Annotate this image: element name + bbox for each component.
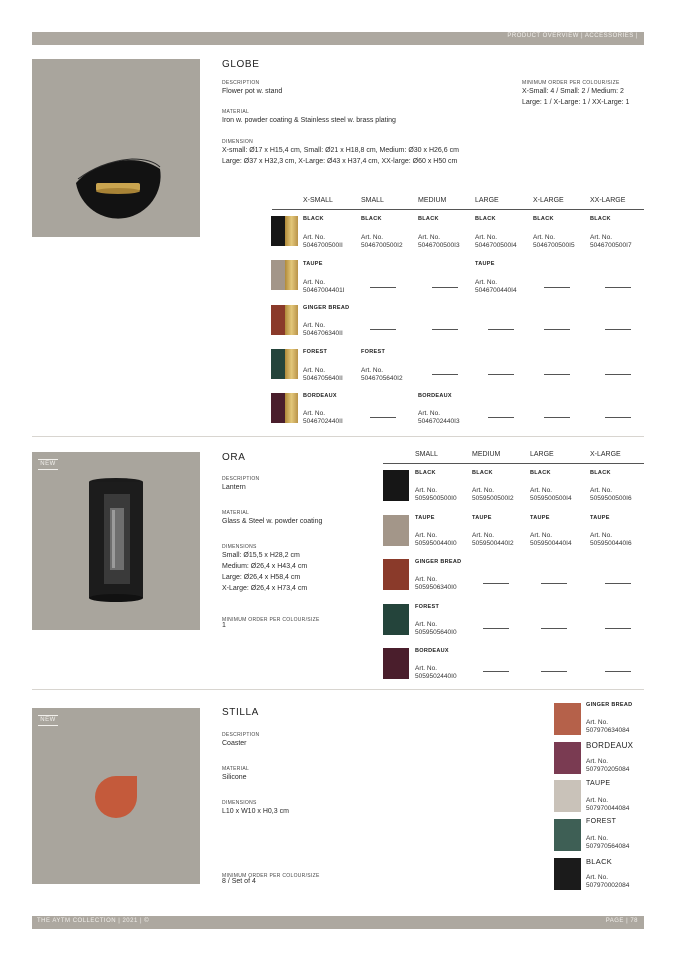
- globe-col-small: SMALL: [361, 197, 384, 204]
- globe-cell-name: BLACK: [590, 216, 611, 222]
- ora-cell-name: TAUPE: [590, 515, 610, 521]
- stilla-variant-art: Art. No. 507970044084: [586, 797, 630, 812]
- globe-cell-name: TAUPE: [303, 261, 323, 267]
- section-divider: [32, 436, 644, 437]
- breadcrumb: PRODUCT OVERVIEW | ACCESSORIES |: [507, 33, 638, 39]
- globe-material: Iron w. powder coating & Stainless steel w. brass plating: [222, 117, 396, 124]
- ora-cell-art: Art. No. 5059500440I4: [530, 532, 572, 547]
- page-number: PAGE | 78: [605, 918, 638, 924]
- ora-swatch-taupe: [383, 515, 409, 546]
- stilla-swatch-black: [554, 858, 581, 890]
- ora-swatch-ginger-bread: [383, 559, 409, 590]
- globe-cell-name: BLACK: [533, 216, 554, 222]
- header-bar: [32, 32, 644, 45]
- globe-swatch-brass: [285, 349, 298, 379]
- globe-article-number: 5046702440I3: [418, 418, 460, 425]
- ora-col-xlarge: X-LARGE: [590, 451, 621, 458]
- globe-min-order-line-1: X-Small: 4 / Small: 2 / Medium: 2: [522, 88, 624, 95]
- ora-cell-name: BLACK: [530, 470, 551, 476]
- not-available-dash: [544, 374, 570, 375]
- ora-article-number: 5059500440I6: [590, 540, 632, 547]
- stilla-dimensions-label: DIMENSIONS: [222, 800, 257, 806]
- stilla-variant-name: BLACK: [586, 857, 613, 866]
- ora-cell-name: BLACK: [415, 470, 436, 476]
- ora-cell-art: Art. No. 5059500440I6: [590, 532, 632, 547]
- globe-dimension-line-1: X-small: Ø17 x H15,4 cm, Small: Ø21 x H18,8 cm, Medium: Ø30 x H26,6 cm: [222, 147, 459, 154]
- ora-cell-art: Art. No. 5059500500I2: [472, 487, 514, 502]
- not-available-dash: [541, 583, 567, 584]
- ora-cell-name: BORDEAUX: [415, 648, 449, 654]
- globe-cell-art: Art. No. 5046702440II: [303, 410, 343, 425]
- ora-cell-art: Art. No. 5059500440I2: [472, 532, 514, 547]
- stilla-variant-name: GINGER BREAD: [586, 702, 633, 708]
- ora-swatch-forest: [383, 604, 409, 635]
- globe-swatch-brass: [285, 260, 298, 290]
- stilla-swatch-taupe: [554, 780, 581, 812]
- globe-cell-name: BORDEAUX: [418, 393, 452, 399]
- ora-cell-name: TAUPE: [472, 515, 492, 521]
- globe-swatch-brass: [285, 216, 298, 246]
- stilla-coaster-image: [32, 708, 200, 884]
- stilla-variant-name: BORDEAUX: [586, 741, 634, 750]
- globe-article-number: 5046700500I3: [418, 242, 460, 249]
- not-available-dash: [544, 287, 570, 288]
- ora-cell-name: BLACK: [472, 470, 493, 476]
- globe-cell-art: Art. No. 5046700500I4: [475, 234, 517, 249]
- globe-cell-art: Art. No. 5046706340II: [303, 322, 343, 337]
- globe-swatch-taupe: [271, 260, 285, 290]
- ora-cell-art: Art. No. 5059500440I0: [415, 532, 457, 547]
- globe-article-number: 5046700500I5: [533, 242, 575, 249]
- not-available-dash: [483, 628, 509, 629]
- globe-article-number: 50467004401I: [303, 287, 345, 294]
- globe-photo: [32, 59, 200, 237]
- not-available-dash: [370, 329, 396, 330]
- globe-title: GLOBE: [222, 59, 260, 70]
- ora-col-large: LARGE: [530, 451, 554, 458]
- globe-min-order-label: MINIMUM ORDER PER COLOUR/SIZE: [522, 80, 620, 86]
- ora-material: Glass & Steel w. powder coating: [222, 518, 323, 525]
- globe-cell-art: Art. No. 50467004401I: [303, 279, 345, 294]
- globe-swatch-black: [271, 216, 285, 246]
- ora-dimension-large: Large: Ø26,4 x H58,4 cm: [222, 574, 301, 581]
- not-available-dash: [432, 374, 458, 375]
- globe-cell-art: Art. No. 5046700440I4: [475, 279, 517, 294]
- ora-article-number: 5059500500I2: [472, 495, 514, 502]
- globe-description-label: DESCRIPTION: [222, 80, 260, 86]
- ora-swatch-black: [383, 470, 409, 501]
- new-badge: NEW: [38, 459, 58, 470]
- globe-col-xxlarge: XX-LARGE: [590, 197, 626, 204]
- stilla-variant-art: Art. No. 507970002084: [586, 874, 630, 889]
- not-available-dash: [488, 374, 514, 375]
- not-available-dash: [605, 671, 631, 672]
- stilla-swatch-forest: [554, 819, 581, 851]
- not-available-dash: [605, 329, 631, 330]
- globe-dimension-line-2: Large: Ø37 x H32,3 cm, X-Large: Ø43 x H37,4 cm, XX-large: Ø60 x H50 cm: [222, 158, 458, 165]
- globe-col-xsmall: X-SMALL: [303, 197, 333, 204]
- globe-cell-art: Art. No. 5046705640II: [303, 367, 343, 382]
- stilla-material-label: MATERIAL: [222, 766, 250, 772]
- not-available-dash: [605, 628, 631, 629]
- globe-cell-name: BLACK: [361, 216, 382, 222]
- ora-table-rule: [383, 463, 644, 464]
- ora-article-number: 5059505640I0: [415, 629, 457, 636]
- globe-article-number: 5046705640II: [303, 375, 343, 382]
- stilla-title: STILLA: [222, 707, 259, 718]
- globe-article-number: 5046700500I4: [475, 242, 517, 249]
- ora-cell-name: GINGER BREAD: [415, 559, 462, 565]
- stilla-swatch-ginger-bread: [554, 703, 581, 735]
- globe-swatch-brass: [285, 393, 298, 423]
- globe-article-number: 5046702440II: [303, 418, 343, 425]
- stilla-article-number: 507970002084: [586, 882, 630, 889]
- globe-min-order-line-2: Large: 1 / X-Large: 1 / XX-Large: 1: [522, 99, 630, 106]
- globe-article-number: 5046700500I7: [590, 242, 632, 249]
- globe-swatch-bordeaux: [271, 393, 285, 423]
- globe-col-large: LARGE: [475, 197, 499, 204]
- ora-col-small: SMALL: [415, 451, 438, 458]
- not-available-dash: [370, 287, 396, 288]
- footer-collection: THE AYTM COLLECTION | 2021 | ©: [37, 918, 150, 924]
- not-available-dash: [605, 417, 631, 418]
- ora-article-number: 5059502440I0: [415, 673, 457, 680]
- ora-photo: [32, 452, 200, 630]
- ora-dimension-medium: Medium: Ø26,4 x H43,4 cm: [222, 563, 308, 570]
- ora-description: Lantern: [222, 484, 246, 491]
- ora-cell-name: FOREST: [415, 604, 440, 610]
- stilla-article-number: 507970044084: [586, 805, 630, 812]
- ora-article-number: 5059500440I2: [472, 540, 514, 547]
- not-available-dash: [488, 329, 514, 330]
- globe-swatch-forest: [271, 349, 285, 379]
- stilla-variant-art: Art. No. 507970205084: [586, 758, 630, 773]
- globe-article-number: 5046706340II: [303, 330, 343, 337]
- globe-cell-name: BORDEAUX: [303, 393, 337, 399]
- globe-cell-name: BLACK: [303, 216, 324, 222]
- ora-dimension-small: Small: Ø15,5 x H28,2 cm: [222, 552, 300, 559]
- ora-min-order: 1: [222, 622, 226, 629]
- globe-cell-name: GINGER BREAD: [303, 305, 350, 311]
- globe-cell-name: FOREST: [361, 349, 386, 355]
- ora-dimensions-label: DIMENSIONS: [222, 544, 257, 550]
- not-available-dash: [605, 583, 631, 584]
- not-available-dash: [488, 417, 514, 418]
- stilla-min-order: 8 / Set of 4: [222, 878, 256, 885]
- stilla-description-label: DESCRIPTION: [222, 732, 260, 738]
- not-available-dash: [483, 671, 509, 672]
- stilla-min-order-label: MINIMUM ORDER PER COLOUR/SIZE: [222, 873, 320, 879]
- ora-article-number: 5059500440I4: [530, 540, 572, 547]
- stilla-swatch-bordeaux: [554, 742, 581, 774]
- globe-cell-name: TAUPE: [475, 261, 495, 267]
- ora-title: ORA: [222, 452, 246, 463]
- globe-article-number: 5046700500I2: [361, 242, 403, 249]
- not-available-dash: [541, 628, 567, 629]
- globe-article-number: 5046700440I4: [475, 287, 517, 294]
- globe-col-xlarge: X-LARGE: [533, 197, 564, 204]
- ora-cell-art: Art. No. 5059505640I0: [415, 621, 457, 636]
- stilla-article-number: 507970205084: [586, 766, 630, 773]
- globe-cell-art: Art. No. 5046705640I2: [361, 367, 403, 382]
- globe-material-label: MATERIAL: [222, 109, 250, 115]
- not-available-dash: [483, 583, 509, 584]
- stilla-variant-name: FOREST: [586, 818, 617, 825]
- globe-cell-name: FOREST: [303, 349, 328, 355]
- globe-dimension-label: DIMENSION: [222, 139, 254, 145]
- globe-cell-name: BLACK: [418, 216, 439, 222]
- new-badge: NEW: [38, 715, 58, 726]
- ora-cell-art: Art. No. 5059502440I0: [415, 665, 457, 680]
- ora-cell-art: Art. No. 5059500500I6: [590, 487, 632, 502]
- ora-cell-name: TAUPE: [415, 515, 435, 521]
- stilla-dimensions: L10 x W10 x H0,3 cm: [222, 808, 289, 815]
- not-available-dash: [432, 287, 458, 288]
- not-available-dash: [605, 287, 631, 288]
- ora-min-order-label: MINIMUM ORDER PER COLOUR/SIZE: [222, 617, 320, 623]
- stilla-variant-art: Art. No. 507970564084: [586, 835, 630, 850]
- stilla-variant-art: Art. No. 507970634084: [586, 719, 630, 734]
- not-available-dash: [544, 417, 570, 418]
- ora-material-label: MATERIAL: [222, 510, 250, 516]
- ora-lantern-image: [32, 452, 200, 630]
- globe-cell-art: Art. No. 5046702440I3: [418, 410, 460, 425]
- ora-col-medium: MEDIUM: [472, 451, 501, 458]
- not-available-dash: [605, 374, 631, 375]
- ora-article-number: 5059506340I0: [415, 584, 457, 591]
- footer-bar: [32, 916, 644, 929]
- stilla-material: Silicone: [222, 774, 247, 781]
- stilla-description: Coaster: [222, 740, 247, 747]
- stilla-article-number: 507970634084: [586, 727, 630, 734]
- not-available-dash: [541, 671, 567, 672]
- globe-col-medium: MEDIUM: [418, 197, 447, 204]
- ora-article-number: 5059500500I6: [590, 495, 632, 502]
- globe-table-rule: [272, 209, 644, 210]
- stilla-article-number: 507970564084: [586, 843, 630, 850]
- ora-cell-name: BLACK: [590, 470, 611, 476]
- ora-description-label: DESCRIPTION: [222, 476, 260, 482]
- stilla-variant-name: TAUPE: [586, 780, 611, 787]
- globe-article-number: 5046700500II: [303, 242, 343, 249]
- not-available-dash: [432, 329, 458, 330]
- ora-article-number: 5059500500I0: [415, 495, 457, 502]
- globe-cell-name: BLACK: [475, 216, 496, 222]
- ora-dimension-xlarge: X-Large: Ø26,4 x H73,4 cm: [222, 585, 308, 592]
- globe-cell-art: Art. No. 5046700500II: [303, 234, 343, 249]
- ora-article-number: 5059500500I4: [530, 495, 572, 502]
- globe-article-number: 5046705640I2: [361, 375, 403, 382]
- globe-pot-image: [32, 59, 200, 237]
- not-available-dash: [544, 329, 570, 330]
- globe-cell-art: Art. No. 5046700500I2: [361, 234, 403, 249]
- ora-swatch-bordeaux: [383, 648, 409, 679]
- globe-swatch-ginger-bread: [271, 305, 285, 335]
- ora-cell-art: Art. No. 5059500500I0: [415, 487, 457, 502]
- ora-article-number: 5059500440I0: [415, 540, 457, 547]
- not-available-dash: [370, 417, 396, 418]
- globe-cell-art: Art. No. 5046700500I3: [418, 234, 460, 249]
- section-divider: [32, 689, 644, 690]
- globe-cell-art: Art. No. 5046700500I7: [590, 234, 632, 249]
- globe-description: Flower pot w. stand: [222, 88, 283, 95]
- ora-cell-art: Art. No. 5059506340I0: [415, 576, 457, 591]
- globe-swatch-brass: [285, 305, 298, 335]
- stilla-photo: [32, 708, 200, 884]
- globe-cell-art: Art. No. 5046700500I5: [533, 234, 575, 249]
- ora-cell-name: TAUPE: [530, 515, 550, 521]
- ora-cell-art: Art. No. 5059500500I4: [530, 487, 572, 502]
